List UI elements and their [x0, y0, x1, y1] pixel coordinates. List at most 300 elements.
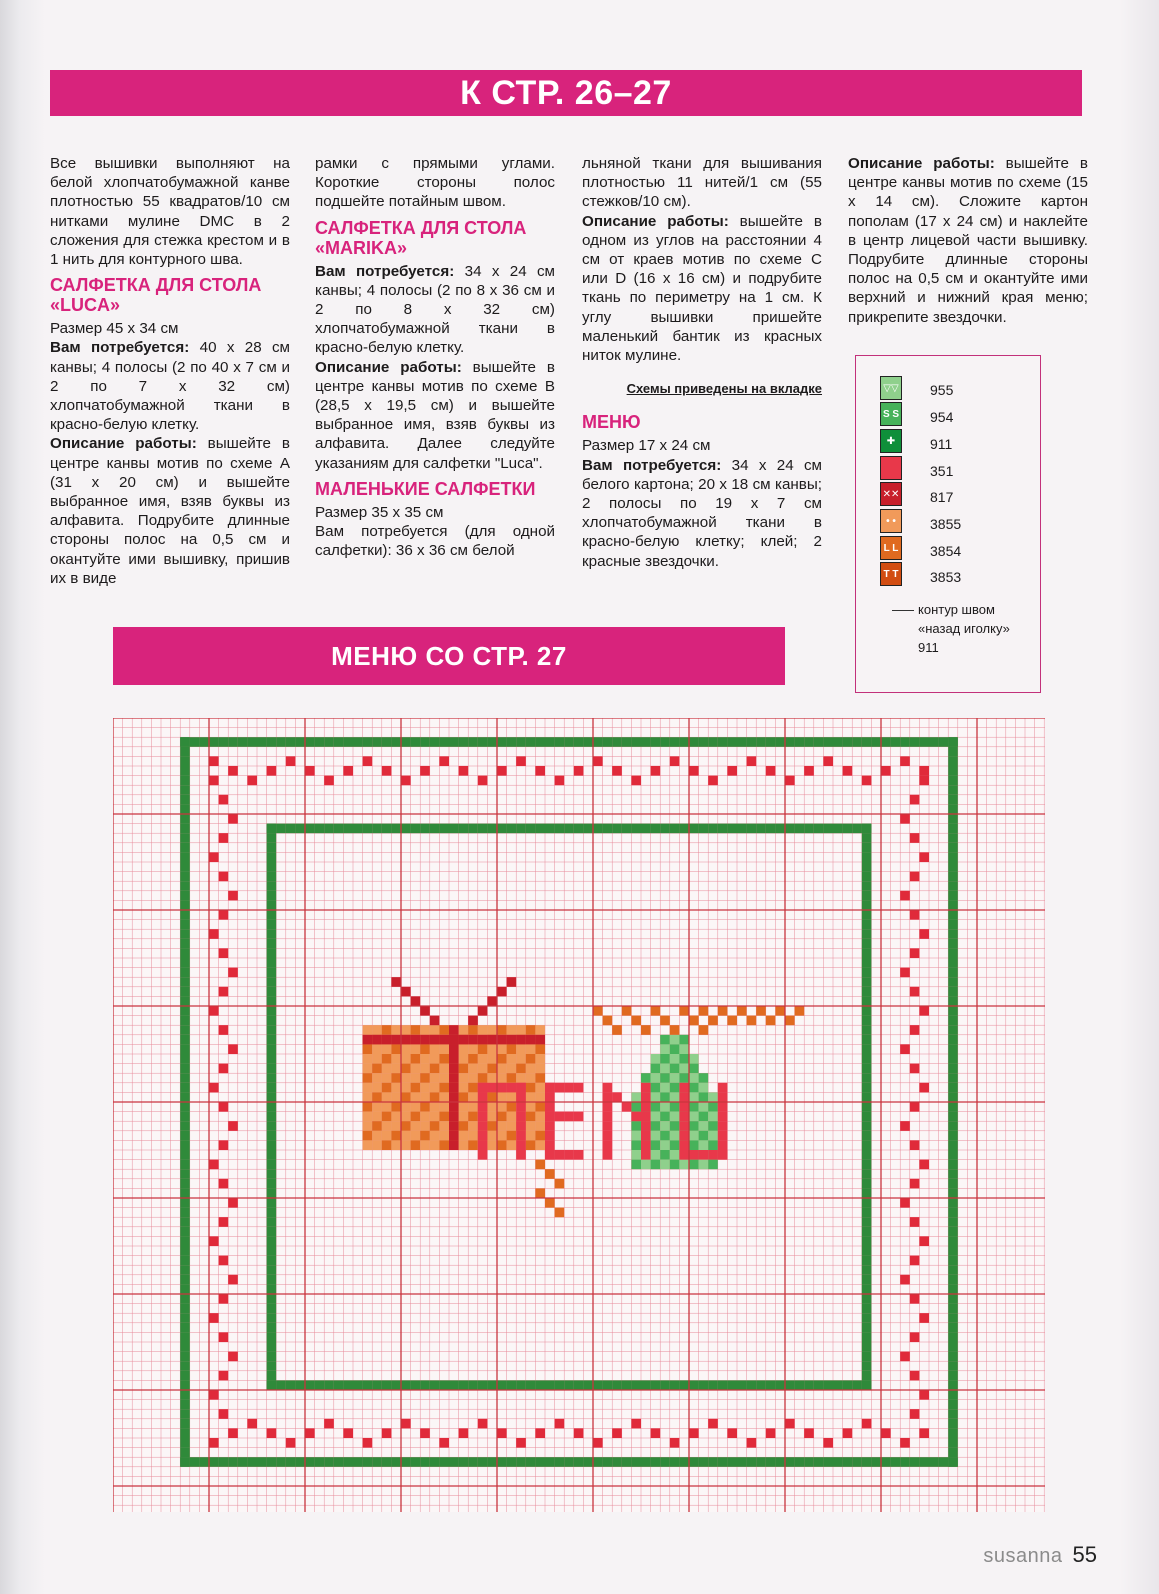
stitch-red: [718, 1140, 728, 1150]
stitch-red: [574, 1083, 584, 1093]
stitch-green: [267, 824, 277, 834]
stitch-green: [315, 1457, 325, 1467]
stitch-green: [699, 1092, 709, 1102]
stitch-red: [209, 1313, 219, 1323]
stitch-green: [727, 737, 737, 747]
stitch-red: [382, 1428, 392, 1438]
stitch-green: [391, 737, 401, 747]
stitch-orange: [372, 1083, 382, 1093]
stitch-red: [708, 1419, 718, 1429]
stitch-green: [651, 1112, 661, 1122]
stitch-red: [603, 1112, 613, 1122]
stitch-green: [180, 872, 190, 882]
stitch-green: [862, 824, 872, 834]
stitch-orange: [487, 1102, 497, 1112]
stitch-green: [180, 1217, 190, 1227]
stitch-orange: [439, 1025, 449, 1035]
stitch-green: [564, 1380, 574, 1390]
stitch-green: [699, 737, 709, 747]
stitch-green: [862, 1131, 872, 1141]
stitch-green: [689, 1131, 699, 1141]
stitch-orange: [526, 1112, 536, 1122]
stitch-green: [276, 1380, 286, 1390]
stitch-orange: [411, 1073, 421, 1083]
stitch-green: [651, 824, 661, 834]
stitch-orange: [507, 1044, 517, 1054]
stitch-green: [862, 977, 872, 987]
stitch-green: [180, 1236, 190, 1246]
stitch-orange: [497, 1064, 507, 1074]
stitch-green: [363, 1457, 373, 1467]
stitch-green: [267, 1457, 277, 1467]
stitch-green: [823, 737, 833, 747]
stitch-green: [804, 1380, 814, 1390]
stitch-green: [948, 968, 958, 978]
stitch-red: [411, 1035, 421, 1045]
stitch-orange: [420, 1102, 430, 1112]
stitch-red: [631, 1112, 641, 1122]
outline-dash-icon: [892, 610, 914, 611]
stitch-green: [651, 1457, 661, 1467]
stitch-red: [919, 1313, 929, 1323]
stitch-green: [660, 1131, 670, 1141]
stitch-green: [670, 1380, 680, 1390]
stitch-green: [180, 1448, 190, 1458]
stitch-green: [267, 939, 277, 949]
stitch-green: [343, 1380, 353, 1390]
stitch-red: [900, 1121, 910, 1131]
stitch-red: [343, 1428, 353, 1438]
stitch-red: [679, 1131, 689, 1141]
stitch-green: [948, 987, 958, 997]
stitch-orange: [497, 1073, 507, 1083]
stitch-green: [468, 737, 478, 747]
stitch-orange: [430, 1083, 440, 1093]
stitch-green: [823, 1380, 833, 1390]
stitch-green: [180, 1092, 190, 1102]
stitch-orange: [468, 1064, 478, 1074]
stitch-orange: [391, 1102, 401, 1112]
marika-need: [315, 262, 555, 358]
stitch-green: [267, 862, 277, 872]
page-number: 55: [1072, 1542, 1097, 1567]
stitch-orange: [372, 1092, 382, 1102]
stitch-green: [180, 766, 190, 776]
stitch-green: [267, 1064, 277, 1074]
stitch-red: [420, 766, 430, 776]
stitch-red: [679, 1092, 689, 1102]
stitch-green: [727, 1457, 737, 1467]
stitch-red: [516, 1150, 526, 1160]
stitch-green: [449, 1457, 459, 1467]
stitch-orange: [391, 1025, 401, 1035]
stitch-green: [708, 1131, 718, 1141]
stitch-red: [862, 1419, 872, 1429]
stitch-red: [219, 987, 229, 997]
stitch-green: [862, 920, 872, 930]
stitch-green: [919, 1457, 929, 1467]
stitch-green: [862, 1352, 872, 1362]
stitch-green: [670, 1054, 680, 1064]
stitch-orange: [459, 1140, 469, 1150]
stitch-green: [670, 824, 680, 834]
stitch-green: [641, 1380, 651, 1390]
stitch-green: [833, 1380, 843, 1390]
stitch-red: [612, 1092, 622, 1102]
stitch-green: [180, 737, 190, 747]
stitch-green: [670, 1102, 680, 1112]
stitch-green: [843, 1457, 853, 1467]
stitch-green: [267, 1275, 277, 1285]
stitch-green: [267, 1054, 277, 1064]
stitch-green: [689, 1092, 699, 1102]
stitch-green: [411, 1380, 421, 1390]
stitch-red: [766, 1428, 776, 1438]
stitch-green: [430, 1457, 440, 1467]
stitch-green: [699, 1160, 709, 1170]
stitch-orange: [487, 1121, 497, 1131]
stitch-red: [209, 1236, 219, 1246]
stitch-green: [679, 1380, 689, 1390]
stitch-green: [699, 1131, 709, 1141]
stitch-red: [641, 1102, 651, 1112]
stitch-green: [180, 891, 190, 901]
stitch-red: [219, 1371, 229, 1381]
stitch-red: [727, 1428, 737, 1438]
stitch-red: [228, 891, 238, 901]
stitch-green: [603, 737, 613, 747]
stitch-green: [670, 1035, 680, 1045]
stitch-orange: [391, 1064, 401, 1074]
stitch-red: [228, 1352, 238, 1362]
stitch-orange: [507, 1064, 517, 1074]
stitch-red: [910, 1064, 920, 1074]
stitch-orange: [363, 1131, 373, 1141]
stitch-green: [180, 1313, 190, 1323]
brand-logo: susanna: [983, 1545, 1063, 1567]
stitch-red: [459, 766, 469, 776]
stitch-green: [353, 1380, 363, 1390]
stitch-green: [267, 1140, 277, 1150]
stitch-orange: [401, 1044, 411, 1054]
stitch-red: [910, 1179, 920, 1189]
stitch-green: [219, 737, 229, 747]
stitch-green: [785, 824, 795, 834]
stitch-green: [267, 1044, 277, 1054]
stitch-orange: [516, 1025, 526, 1035]
stitch-green: [180, 804, 190, 814]
stitch-red: [219, 1102, 229, 1112]
stitch-orange: [382, 1025, 392, 1035]
stitch-green: [699, 1083, 709, 1093]
stitch-orange: [411, 1092, 421, 1102]
stitch-red: [516, 1140, 526, 1150]
stitch-red: [603, 1083, 613, 1093]
stitch-green: [948, 1428, 958, 1438]
stitch-orange: [430, 1121, 440, 1131]
stitch-green: [180, 939, 190, 949]
stitch-green: [900, 1457, 910, 1467]
stitch-green: [267, 1332, 277, 1342]
stitch-green: [708, 1092, 718, 1102]
stitch-green: [881, 1457, 891, 1467]
stitch-orange: [420, 1054, 430, 1064]
stitch-green: [267, 1092, 277, 1102]
stitch-green: [267, 968, 277, 978]
stitch-red: [507, 977, 517, 987]
marika-need-label: Вам потребуется:: [315, 262, 455, 280]
stitch-orange: [459, 1025, 469, 1035]
stitch-red: [881, 766, 891, 776]
stitch-green: [660, 1092, 670, 1102]
stitch-green: [948, 1294, 958, 1304]
stitch-green: [862, 1323, 872, 1333]
small-need: Вам потребуется (для одной салфетки): 36 x 36 см белой: [315, 523, 555, 560]
stitch-green: [411, 737, 421, 747]
marika-need-text: 34 x 24 см канвы; 4 полосы (2 по 8 x 36 см и 2 по 8 x 32 см) хлопчатобумажной ткани в красно-белую клетку.: [315, 262, 556, 357]
stitch-orange: [430, 1131, 440, 1141]
stitch-orange: [766, 1016, 776, 1026]
stitch-orange: [526, 1054, 536, 1064]
stitch-red: [718, 1083, 728, 1093]
stitch-green: [862, 1083, 872, 1093]
stitch-green: [948, 814, 958, 824]
stitch-green: [718, 1380, 728, 1390]
stitch-orange: [468, 1025, 478, 1035]
stitch-orange: [612, 1025, 622, 1035]
stitch-orange: [699, 1006, 709, 1016]
stitch-green: [631, 737, 641, 747]
stitch-green: [315, 737, 325, 747]
stitch-red: [670, 756, 680, 766]
stitch-red: [516, 1438, 526, 1448]
stitch-green: [948, 1112, 958, 1122]
stitch-green: [267, 1380, 277, 1390]
stitch-green: [180, 1073, 190, 1083]
stitch-red: [535, 1428, 545, 1438]
stitch-green: [497, 824, 507, 834]
stitch-green: [267, 1371, 277, 1381]
stitch-red: [478, 1121, 488, 1131]
stitch-red: [679, 1140, 689, 1150]
stitch-orange: [439, 1064, 449, 1074]
stitch-green: [411, 824, 421, 834]
stitch-red: [545, 1131, 555, 1141]
stitch-red: [545, 1083, 555, 1093]
stitch-red: [497, 1428, 507, 1438]
stitch-red: [679, 1083, 689, 1093]
stitch-green: [948, 843, 958, 853]
stitch-red: [900, 814, 910, 824]
stitch-green: [267, 1227, 277, 1237]
legend-code: 3853: [930, 569, 962, 585]
menu-work: [848, 154, 1088, 327]
stitch-red: [468, 1016, 478, 1026]
stitch-red: [641, 1092, 651, 1102]
stitch-green: [660, 1121, 670, 1131]
napkin-work-text: вышейте в одном из углов на расстоянии 4 см от краев мотив по схеме C или D (16 x 16 см) и подрубите ткань по периметру на 1 см. К углу вышивки пришейте маленький бантик из красных ниток мулине.: [582, 212, 822, 365]
stitch-red: [545, 1112, 555, 1122]
stitch-red: [209, 1006, 219, 1016]
stitch-green: [699, 1457, 709, 1467]
stitch-red: [209, 929, 219, 939]
stitch-green: [574, 737, 584, 747]
stitch-green: [660, 1073, 670, 1083]
stitch-green: [660, 1102, 670, 1112]
stitch-green: [651, 1054, 661, 1064]
menu-need-label: Вам потребуется:: [582, 456, 722, 474]
stitch-orange: [363, 1044, 373, 1054]
stitch-red: [219, 1140, 229, 1150]
stitch-red: [459, 1035, 469, 1045]
stitch-red: [910, 1140, 920, 1150]
stitch-red: [718, 1102, 728, 1112]
stitch-orange: [363, 1092, 373, 1102]
stitch-green: [862, 1073, 872, 1083]
stitch-green: [391, 1380, 401, 1390]
luca-title: САЛФЕТКА ДЛЯ СТОЛА «LUCA»: [50, 275, 262, 316]
stitch-green: [948, 1361, 958, 1371]
stitch-green: [766, 1380, 776, 1390]
stitch-green: [238, 737, 248, 747]
stitch-green: [612, 824, 622, 834]
stitch-red: [564, 1112, 574, 1122]
stitch-green: [363, 737, 373, 747]
stitch-red: [449, 1054, 459, 1064]
stitch-green: [631, 1380, 641, 1390]
stitch-green: [670, 1140, 680, 1150]
legend-swatch: [880, 429, 902, 453]
stitch-orange: [545, 1169, 555, 1179]
stitch-green: [583, 1380, 593, 1390]
stitch-green: [267, 1198, 277, 1208]
stitch-orange: [497, 1025, 507, 1035]
stitch-orange: [401, 1092, 411, 1102]
stitch-green: [180, 1102, 190, 1112]
stitch-green: [891, 1457, 901, 1467]
stitch-orange: [420, 1112, 430, 1122]
stitch-red: [478, 1140, 488, 1150]
menu-title: МЕНЮ: [582, 412, 641, 433]
stitch-red: [603, 1131, 613, 1141]
legend-code: 955: [930, 382, 954, 398]
stitch-red: [449, 1044, 459, 1054]
stitch-green: [833, 1457, 843, 1467]
stitch-green: [708, 824, 718, 834]
column-1: [50, 154, 290, 588]
stitch-green: [247, 1457, 257, 1467]
stitch-green: [948, 1304, 958, 1314]
stitch-green: [660, 1064, 670, 1074]
stitch-red: [535, 766, 545, 776]
stitch-green: [814, 737, 824, 747]
stitch-green: [468, 1380, 478, 1390]
stitch-green: [267, 910, 277, 920]
stitch-orange: [507, 1025, 517, 1035]
stitch-green: [219, 1457, 229, 1467]
stitch-orange: [430, 1054, 440, 1064]
stitch-orange: [785, 1016, 795, 1026]
stitch-green: [670, 1092, 680, 1102]
stitch-red: [401, 1419, 411, 1429]
stitch-green: [948, 958, 958, 968]
stitch-green: [612, 1380, 622, 1390]
stitch-green: [180, 1352, 190, 1362]
stitch-green: [679, 1457, 689, 1467]
page-footer: [983, 1542, 1097, 1568]
stitch-green: [862, 929, 872, 939]
stitch-green: [862, 1016, 872, 1026]
stitch-green: [583, 737, 593, 747]
stitch-green: [679, 1054, 689, 1064]
stitch-green: [862, 1054, 872, 1064]
stitch-red: [439, 1035, 449, 1045]
stitch-red: [919, 1428, 929, 1438]
stitch-green: [670, 1064, 680, 1074]
stitch-red: [219, 1409, 229, 1419]
stitch-orange: [507, 1102, 517, 1112]
stitch-green: [737, 737, 747, 747]
stitch-red: [641, 1083, 651, 1093]
stitch-orange: [497, 1140, 507, 1150]
stitch-green: [948, 804, 958, 814]
stitch-orange: [411, 1131, 421, 1141]
stitch-green: [660, 737, 670, 747]
stitch-green: [948, 872, 958, 882]
stitch-green: [862, 1265, 872, 1275]
stitch-green: [795, 824, 805, 834]
stitch-orange: [689, 1016, 699, 1026]
stitch-green: [305, 1457, 315, 1467]
stitch-green: [267, 1188, 277, 1198]
stitch-green: [267, 1361, 277, 1371]
stitch-green: [631, 1102, 641, 1112]
stitch-green: [507, 1457, 517, 1467]
small-size: Размер 35 x 35 см: [315, 503, 444, 521]
stitch-green: [948, 785, 958, 795]
stitch-red: [919, 766, 929, 776]
stitch-green: [180, 1275, 190, 1285]
stitch-green: [267, 996, 277, 1006]
stitch-orange: [401, 1102, 411, 1112]
stitch-orange: [516, 1064, 526, 1074]
stitch-orange: [439, 1112, 449, 1122]
stitch-orange: [526, 1140, 536, 1150]
stitch-orange: [420, 1044, 430, 1054]
stitch-green: [948, 1121, 958, 1131]
stitch-red: [363, 756, 373, 766]
stitch-green: [948, 1457, 958, 1467]
stitch-green: [180, 1371, 190, 1381]
stitch-green: [708, 1380, 718, 1390]
stitch-red: [900, 891, 910, 901]
stitch-green: [660, 1457, 670, 1467]
stitch-green: [862, 1121, 872, 1131]
stitch-orange: [430, 1025, 440, 1035]
stitch-green: [948, 862, 958, 872]
stitch-green: [267, 900, 277, 910]
stitch-green: [948, 1054, 958, 1064]
stitch-green: [843, 1380, 853, 1390]
stitch-green: [267, 1246, 277, 1256]
stitch-green: [948, 795, 958, 805]
stitch-orange: [631, 1016, 641, 1026]
stitch-red: [219, 872, 229, 882]
stitch-green: [180, 1457, 190, 1467]
stitch-red: [862, 776, 872, 786]
stitch-green: [862, 1246, 872, 1256]
stitch-green: [862, 1284, 872, 1294]
